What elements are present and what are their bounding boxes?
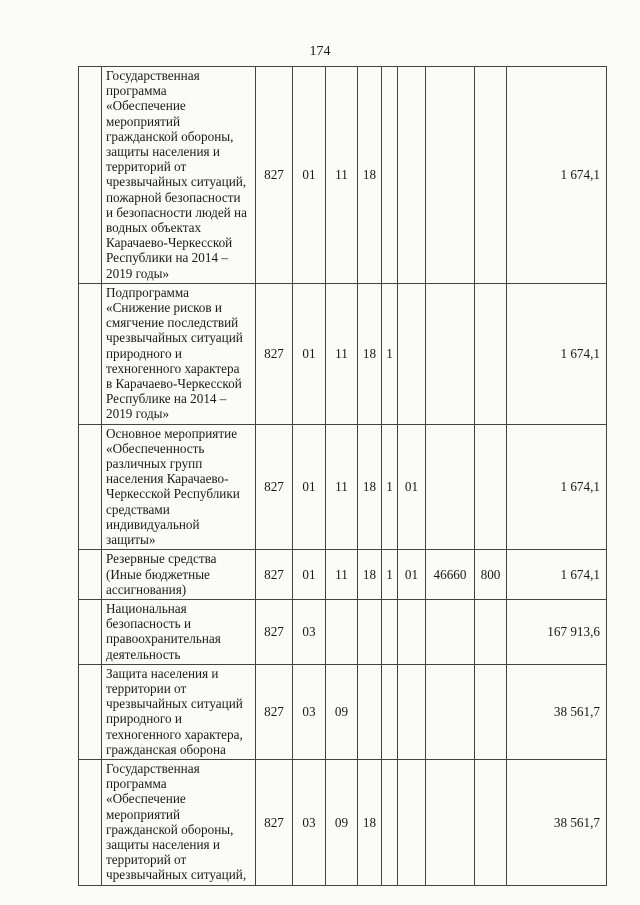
direction-code-cell <box>426 424 475 550</box>
blank-cell <box>79 424 102 550</box>
activity-code-cell <box>398 759 426 885</box>
blank-cell <box>79 759 102 885</box>
department-code-cell: 827 <box>256 424 293 550</box>
program-code-cell: 18 <box>358 67 382 284</box>
amount-cell: 1 674,1 <box>507 283 607 424</box>
subsection-code-cell: 09 <box>326 664 358 759</box>
department-code-cell: 827 <box>256 664 293 759</box>
subprogram-code-cell <box>382 67 398 284</box>
blank-cell <box>79 550 102 600</box>
item-name-cell: Основное мероприятие «Обеспеченность различных групп населения Карачаево- Черкесской Республики средствами индивидуальной защиты» <box>102 424 256 550</box>
subprogram-code-cell: 1 <box>382 424 398 550</box>
department-code-cell: 827 <box>256 67 293 284</box>
program-code-cell: 18 <box>358 759 382 885</box>
subsection-code-cell: 11 <box>326 67 358 284</box>
activity-code-cell: 01 <box>398 424 426 550</box>
subprogram-code-cell <box>382 664 398 759</box>
program-code-cell: 18 <box>358 550 382 600</box>
table-row <box>79 424 607 550</box>
subsection-code-cell: 09 <box>326 759 358 885</box>
table-row <box>79 599 607 664</box>
section-code-cell: 03 <box>293 759 326 885</box>
item-name-cell: Государственная программа «Обеспечение мероприятий гражданской обороны, защиты населения и территорий от чрезвычайных ситуаций, пожарной безопасности и безопасности людей на водных объектах Карачаево-Черкесской Республики на 2014 – 2019 годы» <box>102 67 256 284</box>
subsection-code-cell: 11 <box>326 424 358 550</box>
item-name-cell: Подпрограмма «Снижение рисков и смягчение последствий чрезвычайных ситуаций природного и техногенного характера в Карачаево-Черкесской Республике на 2014 – 2019 годы» <box>102 283 256 424</box>
expense-type-code-cell <box>475 759 507 885</box>
direction-code-cell <box>426 67 475 284</box>
activity-code-cell: 01 <box>398 550 426 600</box>
amount-cell: 167 913,6 <box>507 599 607 664</box>
section-code-cell: 01 <box>293 550 326 600</box>
expense-type-code-cell <box>475 599 507 664</box>
direction-code-cell <box>426 283 475 424</box>
table-row <box>79 550 607 600</box>
department-code-cell: 827 <box>256 283 293 424</box>
subsection-code-cell <box>326 599 358 664</box>
activity-code-cell <box>398 664 426 759</box>
subsection-code-cell: 11 <box>326 550 358 600</box>
direction-code-cell: 46660 <box>426 550 475 600</box>
expense-type-code-cell <box>475 283 507 424</box>
subprogram-code-cell <box>382 759 398 885</box>
amount-cell: 1 674,1 <box>507 550 607 600</box>
activity-code-cell <box>398 599 426 664</box>
amount-cell: 38 561,7 <box>507 664 607 759</box>
blank-cell <box>79 283 102 424</box>
item-name-cell: Государственная программа «Обеспечение мероприятий гражданской обороны, защиты населения и территорий от чрезвычайных ситуаций, <box>102 759 256 885</box>
expense-type-code-cell <box>475 664 507 759</box>
blank-cell <box>79 67 102 284</box>
subprogram-code-cell: 1 <box>382 283 398 424</box>
budget-table <box>78 66 607 886</box>
expense-type-code-cell <box>475 424 507 550</box>
subprogram-code-cell: 1 <box>382 550 398 600</box>
department-code-cell: 827 <box>256 550 293 600</box>
direction-code-cell <box>426 599 475 664</box>
page-number: 174 <box>309 44 331 59</box>
section-code-cell: 03 <box>293 664 326 759</box>
blank-cell <box>79 599 102 664</box>
amount-cell: 38 561,7 <box>507 759 607 885</box>
item-name-cell: Резервные средства (Иные бюджетные ассигнования) <box>102 550 256 600</box>
subprogram-code-cell <box>382 599 398 664</box>
table-row <box>79 664 607 759</box>
expense-type-code-cell: 800 <box>475 550 507 600</box>
amount-cell: 1 674,1 <box>507 424 607 550</box>
program-code-cell <box>358 664 382 759</box>
department-code-cell: 827 <box>256 759 293 885</box>
expense-type-code-cell <box>475 67 507 284</box>
activity-code-cell <box>398 67 426 284</box>
table-row <box>79 759 607 885</box>
blank-cell <box>79 664 102 759</box>
section-code-cell: 01 <box>293 424 326 550</box>
direction-code-cell <box>426 664 475 759</box>
direction-code-cell <box>426 759 475 885</box>
program-code-cell <box>358 599 382 664</box>
section-code-cell: 01 <box>293 67 326 284</box>
program-code-cell: 18 <box>358 283 382 424</box>
table-row <box>79 67 607 284</box>
section-code-cell: 01 <box>293 283 326 424</box>
department-code-cell: 827 <box>256 599 293 664</box>
program-code-cell: 18 <box>358 424 382 550</box>
item-name-cell: Защита населения и территории от чрезвычайных ситуаций природного и техногенного характера, гражданская оборона <box>102 664 256 759</box>
amount-cell: 1 674,1 <box>507 67 607 284</box>
table-row <box>79 283 607 424</box>
section-code-cell: 03 <box>293 599 326 664</box>
subsection-code-cell: 11 <box>326 283 358 424</box>
activity-code-cell <box>398 283 426 424</box>
item-name-cell: Национальная безопасность и правоохранительная деятельность <box>102 599 256 664</box>
